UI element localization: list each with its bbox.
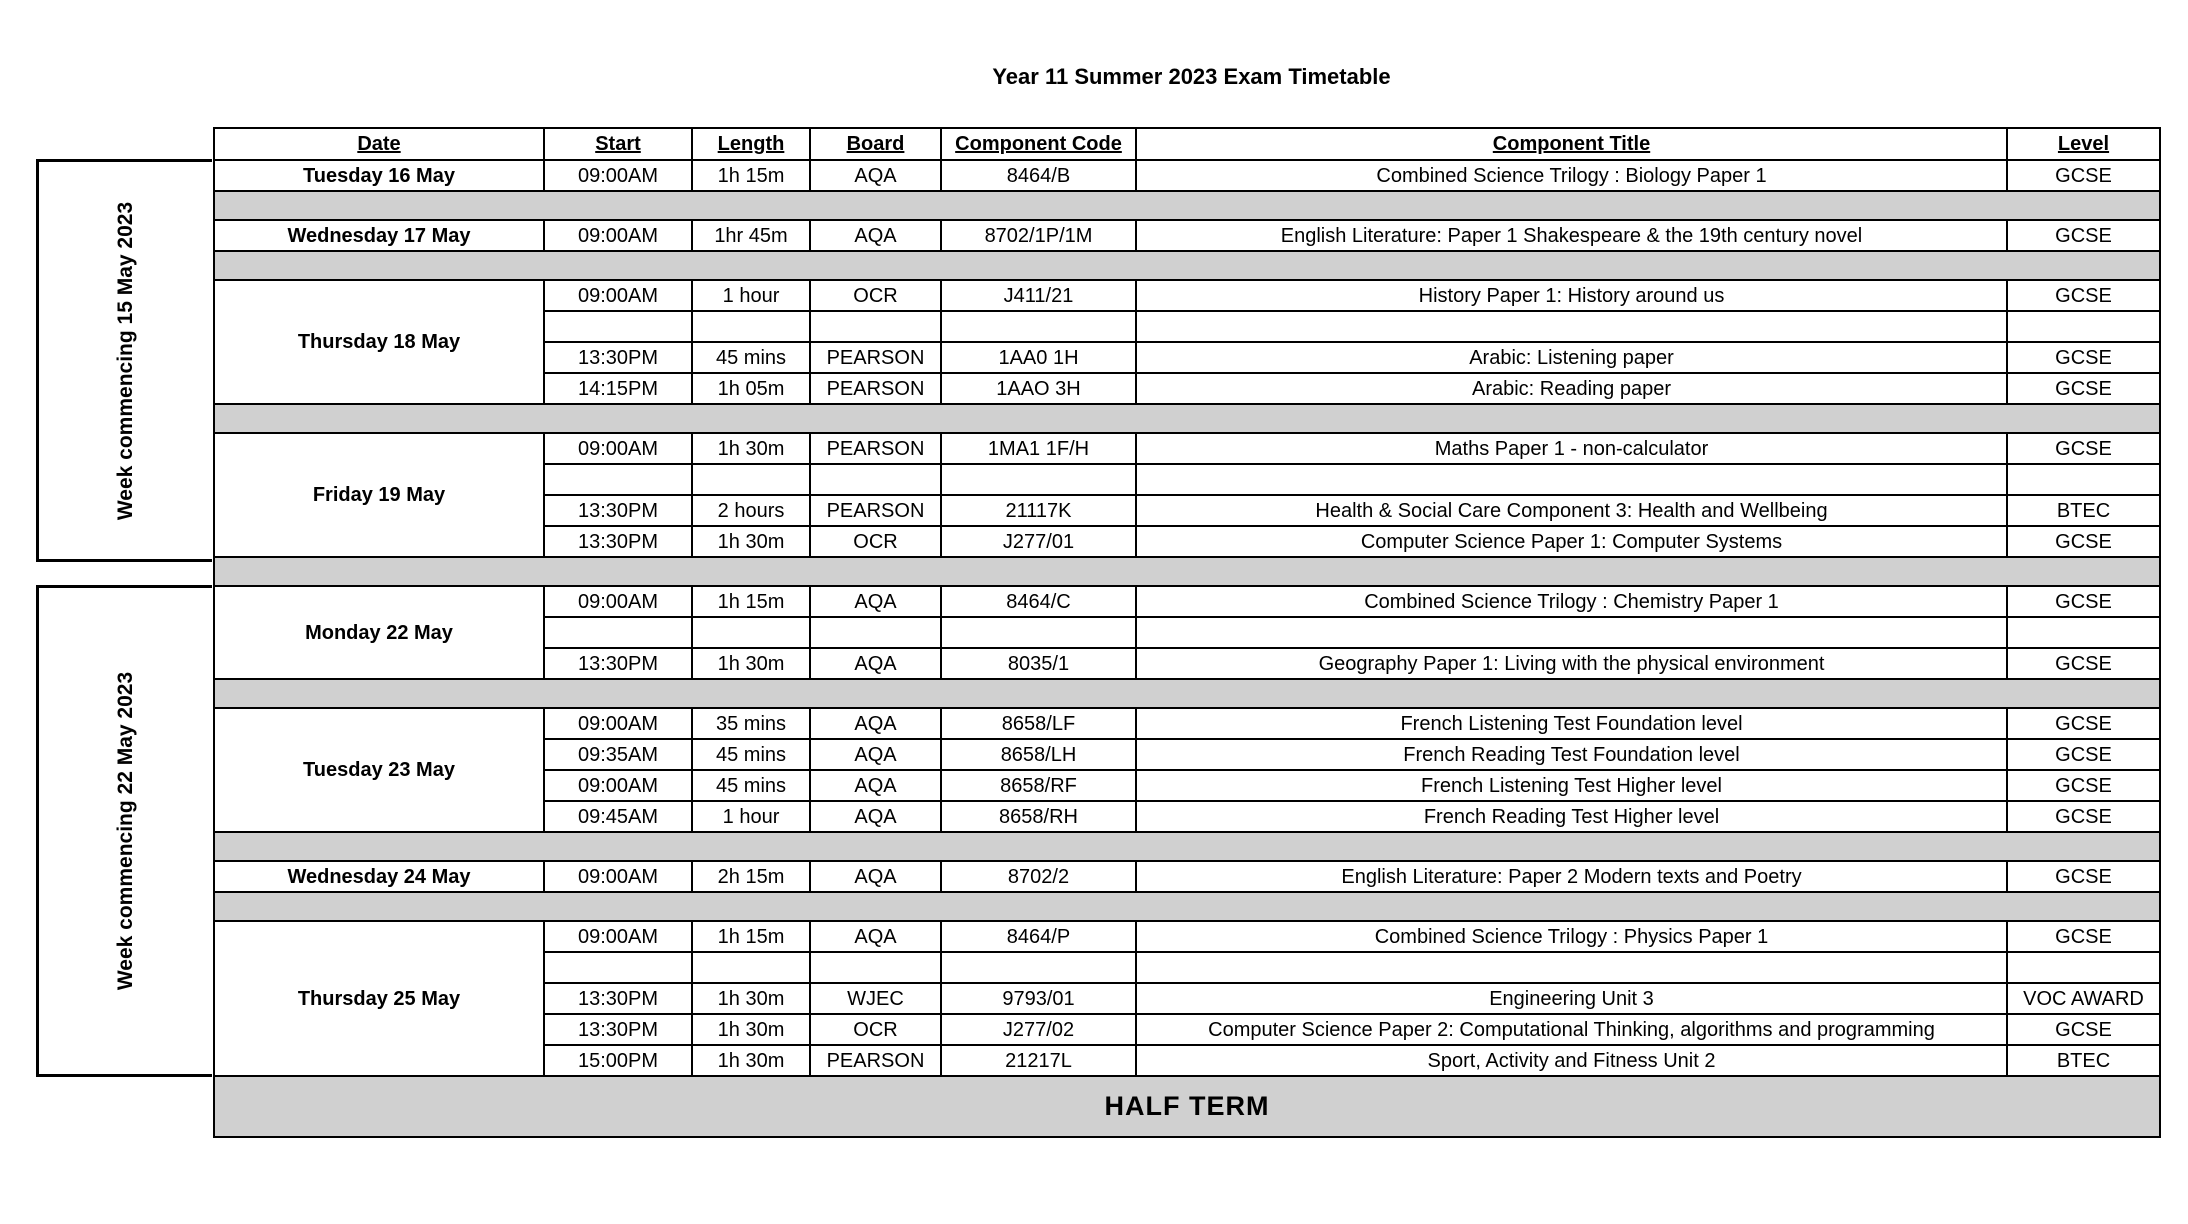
exam-component-title bbox=[1136, 617, 2007, 648]
separator-cell bbox=[214, 251, 2160, 280]
exam-length: 1hr 45m bbox=[692, 220, 810, 251]
separator-cell bbox=[214, 191, 2160, 220]
exam-level: GCSE bbox=[2007, 648, 2160, 679]
exam-component-code: 8658/LH bbox=[941, 739, 1136, 770]
exam-date: Wednesday 24 May bbox=[214, 861, 544, 892]
exam-start: 09:00AM bbox=[544, 770, 692, 801]
exam-level: GCSE bbox=[2007, 220, 2160, 251]
exam-row bbox=[214, 921, 2160, 952]
exam-level bbox=[2007, 311, 2160, 342]
exam-level: GCSE bbox=[2007, 708, 2160, 739]
separator-cell bbox=[214, 557, 2160, 586]
exam-level: GCSE bbox=[2007, 921, 2160, 952]
exam-level bbox=[2007, 952, 2160, 983]
separator-cell bbox=[214, 404, 2160, 433]
exam-start: 09:00AM bbox=[544, 280, 692, 311]
exam-component-code: 1AAO 3H bbox=[941, 373, 1136, 404]
exam-length: 2h 15m bbox=[692, 861, 810, 892]
exam-component-title: Combined Science Trilogy : Chemistry Paper 1 bbox=[1136, 586, 2007, 617]
exam-board: AQA bbox=[810, 770, 941, 801]
header-date: Date bbox=[214, 128, 544, 160]
exam-component-code bbox=[941, 617, 1136, 648]
exam-board: AQA bbox=[810, 861, 941, 892]
exam-level bbox=[2007, 464, 2160, 495]
exam-length: 2 hours bbox=[692, 495, 810, 526]
exam-start bbox=[544, 464, 692, 495]
exam-row bbox=[214, 586, 2160, 617]
exam-level: GCSE bbox=[2007, 160, 2160, 191]
exam-board: PEARSON bbox=[810, 433, 941, 464]
exam-start: 09:00AM bbox=[544, 160, 692, 191]
exam-row bbox=[214, 708, 2160, 739]
separator-row bbox=[214, 892, 2160, 921]
exam-component-title: French Listening Test Higher level bbox=[1136, 770, 2007, 801]
exam-board bbox=[810, 952, 941, 983]
exam-timetable bbox=[213, 127, 2161, 1138]
exam-date: Tuesday 16 May bbox=[214, 160, 544, 191]
exam-level: GCSE bbox=[2007, 770, 2160, 801]
exam-board: WJEC bbox=[810, 983, 941, 1014]
exam-length: 1h 05m bbox=[692, 373, 810, 404]
exam-board: PEARSON bbox=[810, 342, 941, 373]
exam-length: 1h 15m bbox=[692, 921, 810, 952]
exam-length: 1 hour bbox=[692, 801, 810, 832]
exam-level bbox=[2007, 617, 2160, 648]
exam-row bbox=[214, 861, 2160, 892]
exam-start: 09:00AM bbox=[544, 861, 692, 892]
exam-component-title: Arabic: Listening paper bbox=[1136, 342, 2007, 373]
exam-component-code: J277/02 bbox=[941, 1014, 1136, 1045]
exam-board: OCR bbox=[810, 526, 941, 557]
exam-component-code: 1MA1 1F/H bbox=[941, 433, 1136, 464]
exam-date: Thursday 25 May bbox=[214, 921, 544, 1076]
separator-cell bbox=[214, 832, 2160, 861]
exam-component-code bbox=[941, 311, 1136, 342]
exam-length: 45 mins bbox=[692, 739, 810, 770]
exam-start: 13:30PM bbox=[544, 983, 692, 1014]
header-board: Board bbox=[810, 128, 941, 160]
exam-component-code: 8658/RF bbox=[941, 770, 1136, 801]
exam-component-code: 8702/2 bbox=[941, 861, 1136, 892]
exam-start: 09:00AM bbox=[544, 586, 692, 617]
exam-level: GCSE bbox=[2007, 801, 2160, 832]
exam-level: BTEC bbox=[2007, 495, 2160, 526]
exam-level: VOC AWARD bbox=[2007, 983, 2160, 1014]
exam-start: 13:30PM bbox=[544, 1014, 692, 1045]
exam-date: Friday 19 May bbox=[214, 433, 544, 557]
exam-component-title: Engineering Unit 3 bbox=[1136, 983, 2007, 1014]
exam-length: 1h 30m bbox=[692, 433, 810, 464]
exam-component-title: Computer Science Paper 1: Computer Systems bbox=[1136, 526, 2007, 557]
exam-component-title: French Listening Test Foundation level bbox=[1136, 708, 2007, 739]
exam-level: BTEC bbox=[2007, 1045, 2160, 1076]
separator-row bbox=[214, 191, 2160, 220]
exam-component-title: Sport, Activity and Fitness Unit 2 bbox=[1136, 1045, 2007, 1076]
exam-start: 13:30PM bbox=[544, 526, 692, 557]
exam-board: AQA bbox=[810, 160, 941, 191]
header-length: Length bbox=[692, 128, 810, 160]
exam-component-code: J277/01 bbox=[941, 526, 1136, 557]
exam-length: 45 mins bbox=[692, 770, 810, 801]
exam-start: 13:30PM bbox=[544, 648, 692, 679]
exam-level: GCSE bbox=[2007, 342, 2160, 373]
exam-length: 1h 30m bbox=[692, 648, 810, 679]
exam-length: 1h 30m bbox=[692, 526, 810, 557]
header-start: Start bbox=[544, 128, 692, 160]
exam-start bbox=[544, 311, 692, 342]
exam-length: 1h 15m bbox=[692, 586, 810, 617]
separator-cell bbox=[214, 679, 2160, 708]
exam-component-code: J411/21 bbox=[941, 280, 1136, 311]
exam-length bbox=[692, 952, 810, 983]
exam-component-code: 8658/LF bbox=[941, 708, 1136, 739]
exam-component-title: Combined Science Trilogy : Physics Paper 1 bbox=[1136, 921, 2007, 952]
exam-length: 1h 15m bbox=[692, 160, 810, 191]
exam-component-title: Maths Paper 1 - non-calculator bbox=[1136, 433, 2007, 464]
exam-component-code: 8035/1 bbox=[941, 648, 1136, 679]
exam-component-title: History Paper 1: History around us bbox=[1136, 280, 2007, 311]
exam-component-title: English Literature: Paper 2 Modern texts and Poetry bbox=[1136, 861, 2007, 892]
week-label: Week commencing 22 May 2023 bbox=[113, 671, 137, 991]
exam-component-title: Computer Science Paper 2: Computational Thinking, algorithms and programming bbox=[1136, 1014, 2007, 1045]
week-label: Week commencing 15 May 2023 bbox=[113, 201, 137, 520]
separator-cell bbox=[214, 892, 2160, 921]
exam-board: PEARSON bbox=[810, 1045, 941, 1076]
exam-board bbox=[810, 311, 941, 342]
exam-board: AQA bbox=[810, 739, 941, 770]
exam-level: GCSE bbox=[2007, 280, 2160, 311]
exam-level: GCSE bbox=[2007, 586, 2160, 617]
exam-level: GCSE bbox=[2007, 861, 2160, 892]
exam-length: 1h 30m bbox=[692, 1014, 810, 1045]
exam-start: 09:00AM bbox=[544, 921, 692, 952]
exam-component-title: Geography Paper 1: Living with the physical environment bbox=[1136, 648, 2007, 679]
week-group-1 bbox=[36, 159, 212, 562]
exam-component-code: 21117K bbox=[941, 495, 1136, 526]
exam-date: Tuesday 23 May bbox=[214, 708, 544, 832]
exam-component-code: 8464/C bbox=[941, 586, 1136, 617]
exam-length bbox=[692, 464, 810, 495]
separator-row bbox=[214, 832, 2160, 861]
exam-board: AQA bbox=[810, 801, 941, 832]
half-term-row bbox=[214, 1076, 2160, 1137]
exam-component-code: 1AA0 1H bbox=[941, 342, 1136, 373]
exam-board: AQA bbox=[810, 586, 941, 617]
exam-component-code: 8464/B bbox=[941, 160, 1136, 191]
exam-component-code: 21217L bbox=[941, 1045, 1136, 1076]
separator-row bbox=[214, 251, 2160, 280]
exam-length: 1 hour bbox=[692, 280, 810, 311]
page-title: Year 11 Summer 2023 Exam Timetable bbox=[992, 64, 1391, 89]
exam-start: 09:00AM bbox=[544, 433, 692, 464]
exam-row bbox=[214, 160, 2160, 191]
exam-board: AQA bbox=[810, 220, 941, 251]
exam-board: PEARSON bbox=[810, 495, 941, 526]
exam-start: 09:00AM bbox=[544, 220, 692, 251]
exam-component-title bbox=[1136, 311, 2007, 342]
exam-start: 09:35AM bbox=[544, 739, 692, 770]
exam-start bbox=[544, 952, 692, 983]
exam-length: 1h 30m bbox=[692, 1045, 810, 1076]
exam-board: PEARSON bbox=[810, 373, 941, 404]
exam-start: 09:00AM bbox=[544, 708, 692, 739]
separator-row bbox=[214, 557, 2160, 586]
exam-row bbox=[214, 280, 2160, 311]
exam-component-code bbox=[941, 952, 1136, 983]
exam-board: AQA bbox=[810, 708, 941, 739]
exam-board: OCR bbox=[810, 1014, 941, 1045]
exam-component-code: 8658/RH bbox=[941, 801, 1136, 832]
exam-start: 09:45AM bbox=[544, 801, 692, 832]
header-component-title: Component Title bbox=[1136, 128, 2007, 160]
header-component-code: Component Code bbox=[941, 128, 1136, 160]
exam-length bbox=[692, 617, 810, 648]
exam-length: 35 mins bbox=[692, 708, 810, 739]
exam-length: 1h 30m bbox=[692, 983, 810, 1014]
exam-length bbox=[692, 311, 810, 342]
exam-start: 15:00PM bbox=[544, 1045, 692, 1076]
exam-board bbox=[810, 464, 941, 495]
exam-component-code: 8702/1P/1M bbox=[941, 220, 1136, 251]
exam-level: GCSE bbox=[2007, 739, 2160, 770]
half-term-label: HALF TERM bbox=[214, 1076, 2160, 1137]
separator-row bbox=[214, 679, 2160, 708]
exam-date: Monday 22 May bbox=[214, 586, 544, 679]
exam-component-title: Health & Social Care Component 3: Health and Wellbeing bbox=[1136, 495, 2007, 526]
exam-component-title bbox=[1136, 464, 2007, 495]
exam-component-title: Arabic: Reading paper bbox=[1136, 373, 2007, 404]
exam-date: Wednesday 17 May bbox=[214, 220, 544, 251]
exam-component-title: English Literature: Paper 1 Shakespeare & the 19th century novel bbox=[1136, 220, 2007, 251]
exam-start: 13:30PM bbox=[544, 342, 692, 373]
exam-component-code: 8464/P bbox=[941, 921, 1136, 952]
header-level: Level bbox=[2007, 128, 2160, 160]
exam-level: GCSE bbox=[2007, 373, 2160, 404]
exam-board: AQA bbox=[810, 648, 941, 679]
exam-board bbox=[810, 617, 941, 648]
exam-row bbox=[214, 220, 2160, 251]
exam-start: 13:30PM bbox=[544, 495, 692, 526]
header-row bbox=[214, 128, 2160, 160]
exam-length: 45 mins bbox=[692, 342, 810, 373]
week-group-2 bbox=[36, 585, 212, 1077]
exam-component-code bbox=[941, 464, 1136, 495]
exam-level: GCSE bbox=[2007, 433, 2160, 464]
exam-component-title: Combined Science Trilogy : Biology Paper 1 bbox=[1136, 160, 2007, 191]
exam-level: GCSE bbox=[2007, 1014, 2160, 1045]
exam-component-title bbox=[1136, 952, 2007, 983]
exam-level: GCSE bbox=[2007, 526, 2160, 557]
exam-start: 14:15PM bbox=[544, 373, 692, 404]
separator-row bbox=[214, 404, 2160, 433]
exam-component-title: French Reading Test Foundation level bbox=[1136, 739, 2007, 770]
exam-component-title: French Reading Test Higher level bbox=[1136, 801, 2007, 832]
exam-date: Thursday 18 May bbox=[214, 280, 544, 404]
exam-board: AQA bbox=[810, 921, 941, 952]
exam-component-code: 9793/01 bbox=[941, 983, 1136, 1014]
exam-row bbox=[214, 433, 2160, 464]
exam-start bbox=[544, 617, 692, 648]
exam-board: OCR bbox=[810, 280, 941, 311]
